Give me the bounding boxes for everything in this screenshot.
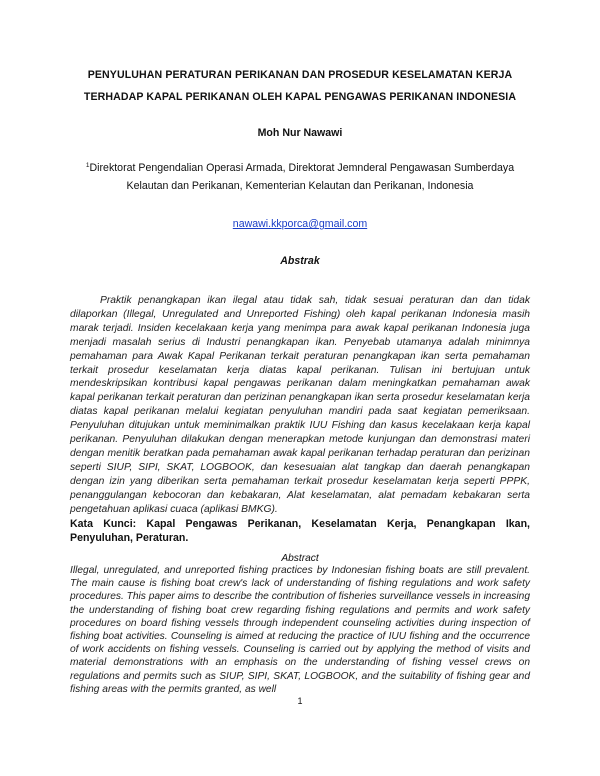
abstrak-heading: Abstrak xyxy=(280,255,320,267)
affiliation-line-2: Kelautan dan Perikanan, Kementerian Kelautan dan Perikanan, Indonesia xyxy=(126,180,474,192)
paper-title-line-2: TERHADAP KAPAL PERIKANAN OLEH KAPAL PENGAWAS PERIKANAN INDONESIA xyxy=(83,91,517,103)
abstract-heading: Abstract xyxy=(281,553,319,564)
author-name: Moh Nur Nawawi xyxy=(257,127,343,139)
author-email xyxy=(0,218,600,230)
page-number: 1 xyxy=(297,696,303,706)
affiliation-text-1: Direktorat Pengendalian Operasi Armada, Direktorat Jemnderal Pengawasan Sumberdaya xyxy=(89,162,515,174)
affiliation-superscript: 1 xyxy=(85,162,90,169)
abstract-paragraph: Illegal, unregulated, and unreported fishing practices by Indonesian fishing boats are still prevalent. The main cause is fishing boat crew's lack of understanding of fishing regulations and work safety procedures. This paper aims to describe the contribution of fisheries surveillance vessels in increasing the understanding of fishing boat crew regarding fishing regulations and permits and work safety procedures on board fishing vessels through independent counseling activities during inspection of fishing boat activities. Counseling is aimed at reducing the practice of IUU fishing and the occurrence of work accidents on fishing vessels. Counseling is carried out by applying the method of visits and material demonstrations with an emphasis on the understanding of fishing vessel crews on regulations and permits such as SIUP, SIPI, SKAT, LOGBOOK, and the suitability of fishing gear and fishing areas with the permits granted, as well xyxy=(70,565,530,695)
email-link[interactable]: nawawi.kkporca@gmail.com xyxy=(232,218,368,230)
affiliation-line-1 xyxy=(0,162,600,174)
abstrak-paragraph: Praktik penangkapan ikan ilegal atau tidak sah, tidak sesuai peraturan dan dan tidak dilaporkan (Illegal, Unregulated and Unreported Fishing) oleh kapal perikanan Indonesia masih marak terjadi. Insiden kecelakaan kerja yang menimpa para awak kapal perikanan Indonesia juga menjadi masalah serius di Industri penangkapan ikan. Penyebab utamanya adalah minimnya pemahaman para Awak Kapal Perikanan terkait peraturan penangkapan ikan serta pemahaman terkait prosedur keselamatan kerja diatas kapal perikanan. Tulisan ini bertujuan untuk mendeskripsikan kontribusi kapal pengawas perikanan dalam meningkatkan pemahaman awak kapal perikanan terkait peraturan dan perizinan penangkapan ikan serta prosedur keselamatan kerja diatas kapal perikanan melalui kegiatan penyuluhan mandiri pada saat kegiatan pemeriksaan. Penyuluhan ditujukan untuk meminimalkan praktik IUU Fishing dan kasus kecelakaan kerja kapal perikanan. Penyuluhan dilakukan dengan menerapkan metode kunjungan dan demonstrasi materi dengan menitik beratkan pada pemahaman awak kapal perikanan terhadap peraturan dan perizinan seperti SIUP, SIPI, SKAT, LOGBOOK, dan kesesuaian alat tangkap dan daerah penangkapan dengan izin yang diberikan serta pemahaman terkait prosedur keselamatan kerja seperti PPPK, penanggulangan kebocoran dan kebakaran, Alat keselamatan, alat pemadam kebakaran serta pengetahuan aplikasi cuaca (aplikasi BMKG). xyxy=(70,295,530,515)
paper-title-line-1: PENYULUHAN PERATURAN PERIKANAN DAN PROSEDUR KESELAMATAN KERJA xyxy=(87,69,513,81)
keywords: Kata Kunci: Kapal Pengawas Perikanan, Keselamatan Kerja, Penangkapan Ikan, Penyuluhan, Peraturan. xyxy=(70,518,530,544)
